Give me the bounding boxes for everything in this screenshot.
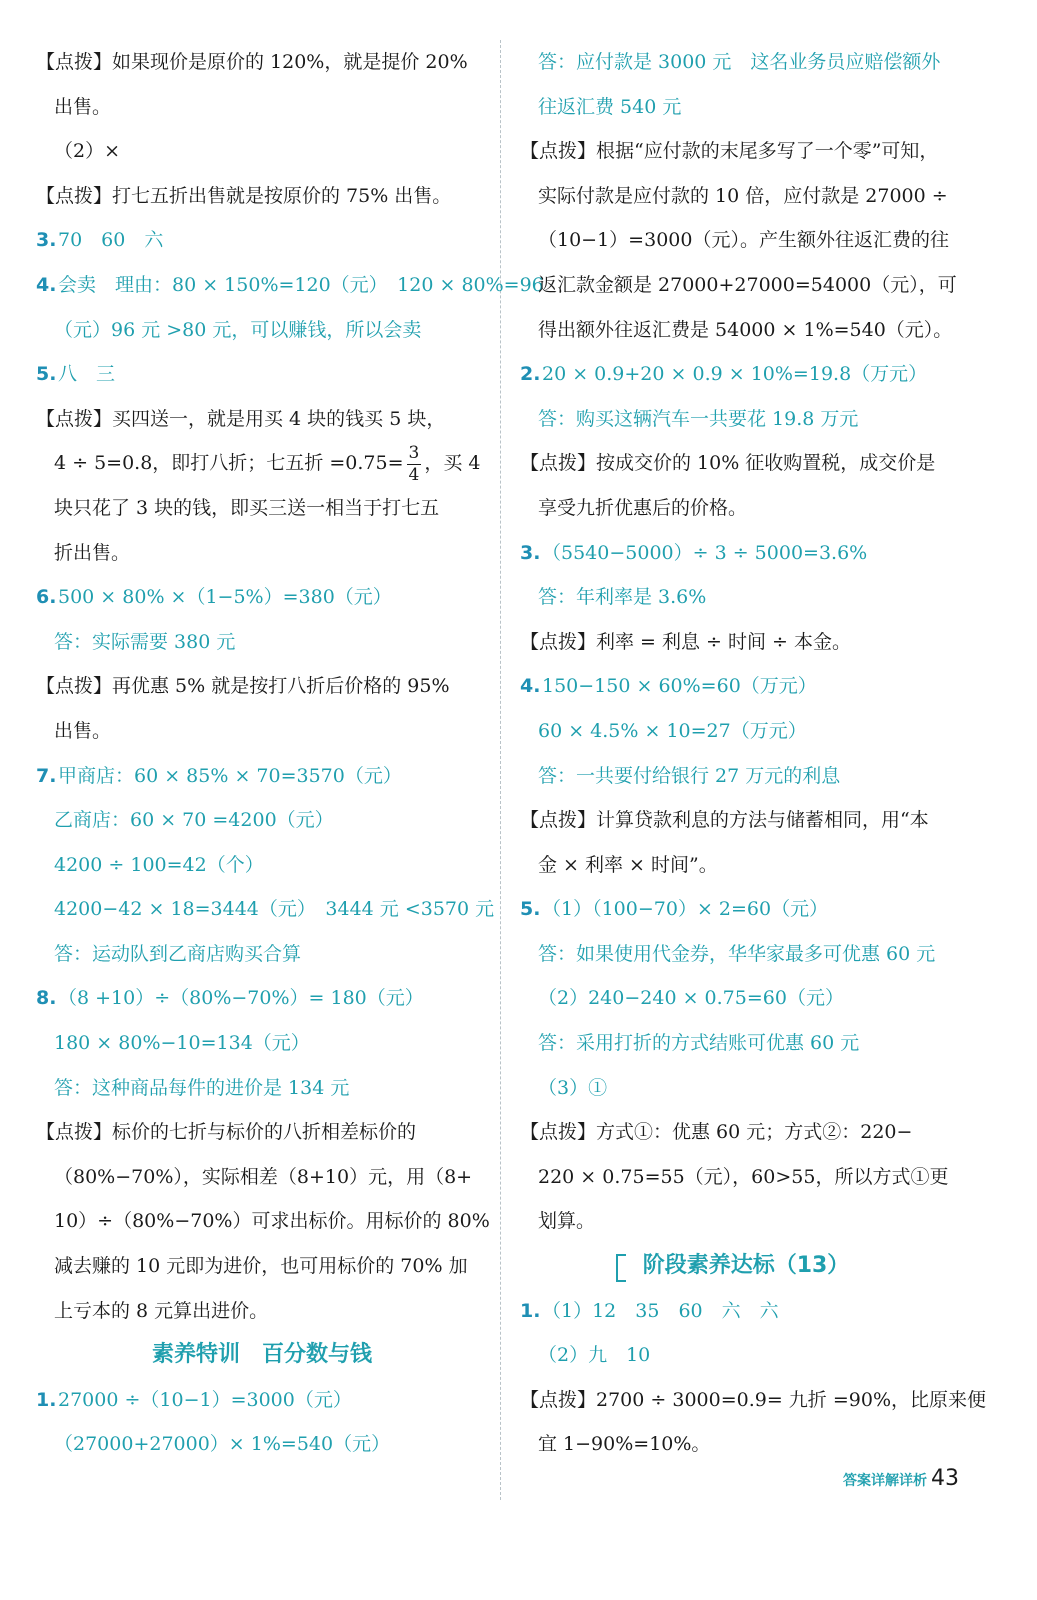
answer-line: （元）96 元 >80 元，可以赚钱，所以会卖	[54, 318, 422, 341]
text-line: 减去赚的 10 元即为进价，也可用标价的 70% 加	[54, 1255, 468, 1278]
text-line: 宜 1−90%=10%。	[538, 1433, 711, 1456]
answer-line: 答：如果使用代金券，华华家最多可优惠 60 元	[538, 942, 936, 965]
text-line: 享受九折优惠后的价格。	[538, 496, 748, 519]
page-footer	[843, 1466, 959, 1491]
text-line: 出售。	[54, 95, 112, 118]
tip-line: 【点拨】计算贷款利息的方法与储蓄相同，用“本	[520, 809, 929, 832]
right-column	[520, 40, 986, 1467]
answer-line: 答：应付款是 3000 元 这名业务员应赔偿额外	[538, 51, 941, 73]
answer-2: 2.20 × 0.9+20 × 0.9 × 10%=19.8（万元）	[520, 363, 928, 386]
answer-line: （27000+27000）× 1%=540（元）	[54, 1433, 391, 1456]
tip-line: 【点拨】按成交价的 10% 征收购置税，成交价是	[520, 452, 936, 475]
text-line: 划算。	[538, 1210, 596, 1233]
text-line: 返汇款金额是 27000+27000=54000（元），可	[538, 273, 957, 296]
answer-line: 乙商店：60 × 70 =4200（元）	[54, 809, 334, 832]
tip-line: 【点拨】根据“应付款的末尾多写了一个零”可知，	[520, 140, 939, 163]
answer-3: 3.70 60 六	[36, 229, 164, 252]
answer-line: （2）240−240 × 0.75=60（元）	[538, 987, 844, 1010]
answer-line: 答：购买这辆汽车一共要花 19.8 万元	[538, 407, 859, 430]
answer-line: （3）①	[538, 1076, 608, 1099]
text-line: 出售。	[54, 719, 112, 742]
page-number: 43	[931, 1466, 959, 1491]
tip-line: 【点拨】方式①：优惠 60 元；方式②：220−	[520, 1121, 913, 1144]
text-line: 金 × 利率 × 时间”。	[538, 853, 718, 876]
tip-line: 【点拨】标价的七折与标价的八折相差标价的	[36, 1121, 417, 1144]
answer-line: 答：采用打折的方式结账可优惠 60 元	[538, 1032, 860, 1055]
answer-line: （2）九 10	[538, 1344, 651, 1367]
answer-line: 4200 ÷ 100=42（个）	[54, 853, 264, 876]
answer-line: 答：实际需要 380 元	[54, 630, 236, 653]
text-line: 上亏本的 8 元算出进价。	[54, 1299, 269, 1322]
text-line: （10−1）=3000（元）。产生额外往返汇费的往	[538, 229, 949, 252]
section-title: 素养特训 百分数与钱	[151, 1342, 373, 1368]
left-column	[36, 40, 544, 1467]
tip-line: 【点拨】买四送一，就是用买 4 块的钱买 5 块，	[36, 407, 446, 430]
answer-line: 答：运动队到乙商店购买合算	[54, 942, 302, 965]
answer-6: 6.500 × 80% ×（1−5%）=380（元）	[36, 586, 392, 609]
answer-1: 1.（1）12 35 60 六 六	[520, 1299, 779, 1322]
text-line: 折出售。	[54, 541, 131, 564]
text-line: 块只花了 3 块的钱，即买三送一相当于打七五	[54, 496, 440, 519]
answer-line: 答：年利率是 3.6%	[538, 586, 707, 609]
answer-line: 往返汇费 540 元	[538, 95, 682, 118]
tip-line: 【点拨】打七五折出售就是按原价的 75% 出售。	[36, 184, 452, 207]
answer-8: 8.（8 +10）÷（80%−70%）= 180（元）	[36, 987, 424, 1010]
answer-3: 3.（5540−5000）÷ 3 ÷ 5000=3.6%	[520, 541, 868, 564]
section-title: 阶段素养达标（13）	[520, 1244, 972, 1289]
tip-line: 【点拨】再优惠 5% 就是按打八折后价格的 95%	[36, 675, 450, 698]
answer-5: 5.八 三	[36, 363, 116, 386]
answer-1: 1.27000 ÷（10−1）=3000（元）	[36, 1388, 352, 1411]
fraction: $\frac{3}{4}$	[408, 442, 420, 485]
text-line: 实际付款是应付款的 10 倍，应付款是 27000 ÷	[538, 184, 948, 207]
answer-line: 180 × 80%−10=134（元）	[54, 1032, 310, 1055]
tip-line: 【点拨】如果现价是原价的 120%，就是提价 20%	[36, 51, 468, 73]
answer-4: 4.150−150 × 60%=60（万元）	[520, 675, 817, 698]
text-line: 220 × 0.75=55（元），60>55，所以方式①更	[538, 1165, 949, 1188]
answer-7: 7.甲商店：60 × 85% × 70=3570（元）	[36, 764, 402, 787]
text-line: （80%−70%），实际相差（8+10）元，用（8+	[54, 1165, 473, 1188]
answer-line: （2）×	[54, 140, 121, 163]
fraction-line: 4 ÷ 5=0.8，即打八折；七五折 =0.75= $\frac{3}{4}$ ，买 4	[54, 442, 481, 485]
text-line: 得出额外往返汇费是 54000 × 1%=540（元）。	[538, 318, 953, 341]
column-divider	[500, 40, 501, 1500]
answer-line: 4200−42 × 18=3444（元） 3444 元 <3570 元	[54, 898, 495, 921]
answer-line: 60 × 4.5% × 10=27（万元）	[538, 719, 807, 742]
tip-line: 【点拨】利率 = 利息 ÷ 时间 ÷ 本金。	[520, 630, 851, 653]
footer-label: 答案详解详析	[843, 1473, 927, 1489]
answer-4: 4.会卖 理由：80 × 150%=120（元） 120 × 80%=96	[36, 273, 544, 296]
text-line: 10）÷（80%−70%）可求出标价。用标价的 80%	[54, 1210, 490, 1233]
answer-5: 5.（1）（100−70）× 2=60（元）	[520, 898, 829, 921]
answer-line: 答：这种商品每件的进价是 134 元	[54, 1076, 350, 1099]
answer-line: 答：一共要付给银行 27 万元的利息	[538, 764, 841, 787]
tip-line: 【点拨】2700 ÷ 3000=0.9= 九折 =90%，比原来便	[520, 1388, 986, 1411]
